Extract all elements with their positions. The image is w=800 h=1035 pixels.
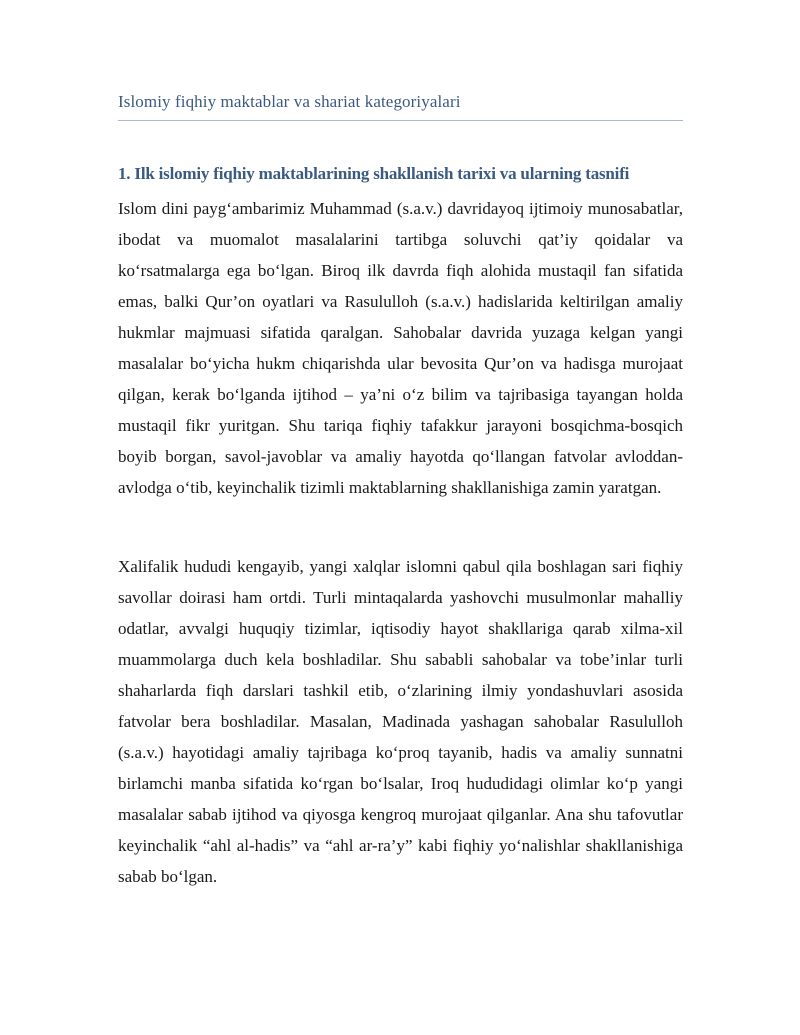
document-title: Islomiy fiqhiy maktablar va shariat kategoriyalari [118, 92, 461, 111]
paragraph-2: Xalifalik hududi kengayib, yangi xalqlar islomni qabul qila boshlagan sari fiqhiy savollar doirasi ham ortdi. Turli mintaqalarda yashovchi musulmonlar mahalliy odatlar, avvalgi huquqiy tizimlar, iqtisodiy hayot shakllariga qarab xilma-xil muammolarga duch kela boshladilar. Shu sababli sahobalar va tobe’inlar turli shaharlarda fiqh darslari tashkil etib, o‘zlarining ilmiy yondashuvlari asosida fatvolar bera boshladilar. Masalan, Madinada yashagan sahobalar Rasululloh (s.a.v.) hayotidagi amaliy tajribaga ko‘proq tayanib, hadis va amaliy sunnatni birlamchi manba sifatida ko‘rgan bo‘lsalar, Iroq hududidagi olimlar ko‘p yangi masalalar sabab ijtihod va qiyosga kengroq murojaat qilganlar. Ana shu tafovutlar keyinchalik “ahl al-hadis” va “ahl ar-ra’y” kabi fiqhiy yo‘nalishlar shakllanishiga sabab bo‘lgan. [118, 557, 683, 886]
title-divider [118, 120, 683, 121]
paragraph-1: Islom dini payg‘ambarimiz Muhammad (s.a.v.) davridayoq ijtimoiy munosabatlar, ibodat va muomalot masalalarini tartibga soluvchi qat’iy qoidalar va ko‘rsatmalarga ega bo‘lgan. Biroq ilk davrda fiqh alohida mustaqil fan sifatida emas, balki Qur’on oyatlari va Rasululloh (s.a.v.) hadislarida keltirilgan amaliy hukmlar majmuasi sifatida qaralgan. Sahobalar davrida yuzaga kelgan yangi masalalar bo‘yicha hukm chiqarishda ular bevosita Qur’on va hadisga murojaat qilgan, kerak bo‘lganda ijtihod – ya’ni o‘z bilim va tajribasiga tayangan holda mustaqil fikr yuritgan. Shu tariqa fiqhiy tafakkur jarayoni bosqichma-bosqich boyib borgan, savol-javoblar va amaliy hayotda qo‘llangan fatvolar avloddan-avlodga o‘tib, keyinchalik tizimli maktablarning shakllanishiga zamin yaratgan. [118, 199, 683, 497]
section-heading: 1. Ilk islomiy fiqhiy maktablarining shakllanish tarixi va ularning tasnifi [118, 164, 630, 183]
